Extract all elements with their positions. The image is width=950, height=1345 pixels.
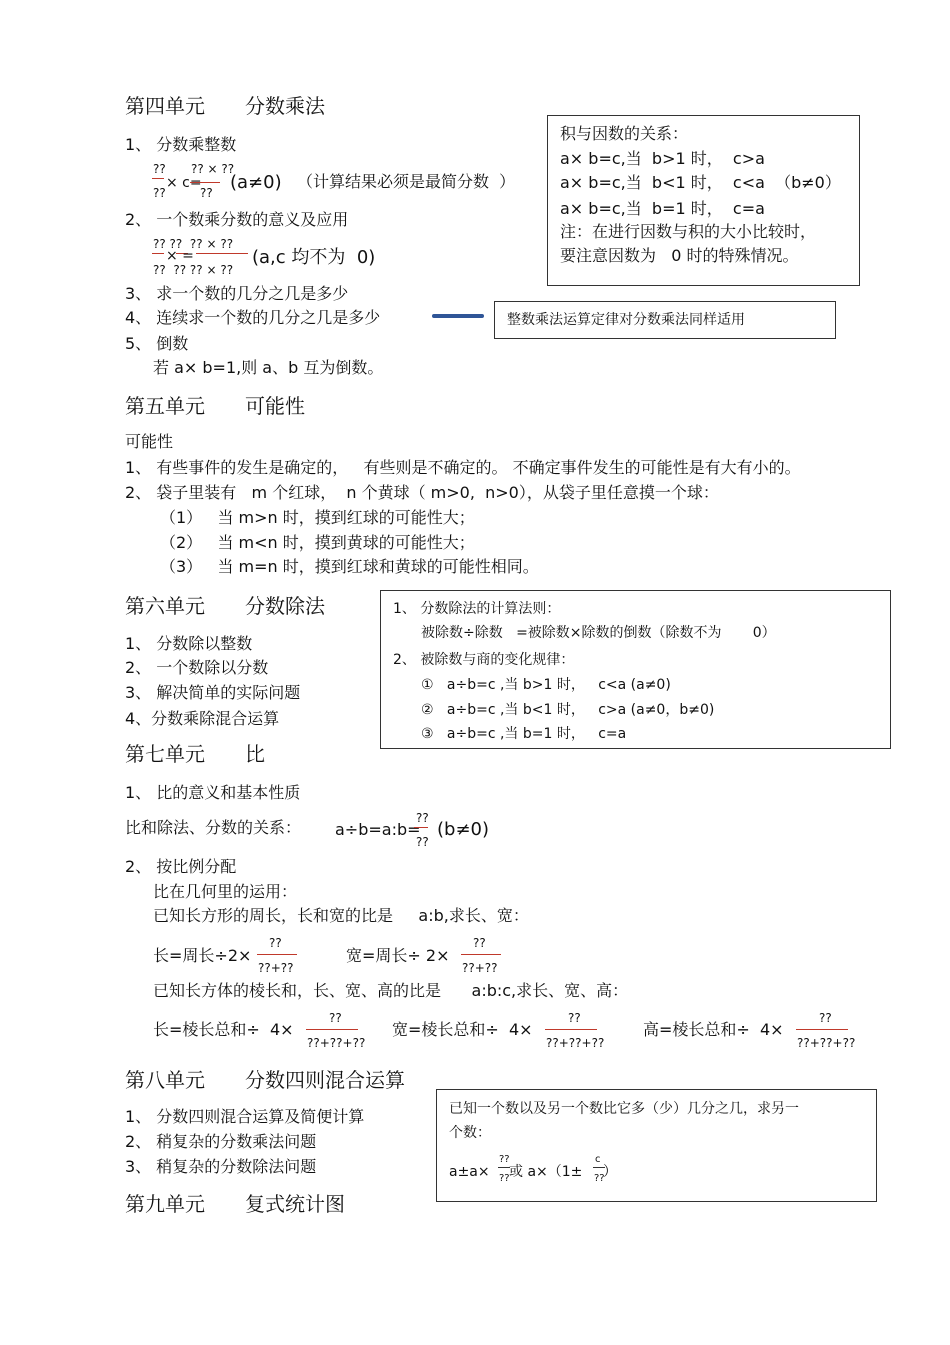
box-line: 2、 被除数与商的变化规律： [393,652,575,668]
box-expr: 或 a×（1± [509,1164,583,1180]
box-expr: a±a× [449,1164,490,1180]
unit8-item3: 3、 稍复杂的分数除法问题 [125,1157,317,1176]
box-line: 已知一个数以及另一个数比它多（少）几分之几，求另一 [449,1101,799,1117]
unit6-title: 第六单元 分数除法 [125,594,325,618]
cuboid-width-formula: 宽=棱长总和÷ 4× [392,1020,533,1039]
box-line: ① a÷b=c ,当 b>1 时， c<a (a≠0) [421,677,671,693]
ratio-denominator: ?? [416,835,429,849]
unit8-item2: 2、 稍复杂的分数乘法问题 [125,1132,317,1151]
unit5-case3: （3） 当 m=n 时，摸到红球和黄球的可能性相同。 [160,557,539,576]
box-text: 整数乘法运算定律对分数乘法同样适用 [507,312,745,328]
unit8-item1: 1、 分数四则混合运算及简便计算 [125,1107,365,1126]
fraction-bar [796,1029,848,1030]
fraction-denominator: ??+?? [462,961,498,975]
fraction-numerator: ?? [473,936,486,950]
box-line: 个数： [449,1125,491,1141]
unit9-title: 第九单元 复式统计图 [125,1192,345,1216]
fraction-numerator: ?? [329,1011,342,1025]
box-line: 积与因数的关系： [560,124,689,143]
formula-times: × c= [166,175,202,191]
fraction-bar [545,1029,597,1030]
reciprocal-definition: 若 a× b=1,则 a、b 互为倒数。 [153,358,384,377]
formula-result-numerator: ?? × ?? [191,162,235,176]
box-line: 1、 分数除法的计算法则： [393,601,561,617]
unit7-title: 第七单元 比 [125,742,265,766]
fraction-bar [306,1029,358,1030]
unit4-item2: 2、 一个数乘分数的意义及应用 [125,210,349,229]
fraction-bar [152,178,164,179]
rectangle-length-formula: 长=周长÷2× [153,946,252,965]
multiplication-laws-box [494,301,836,339]
ratio-relation-label: 比和除法、分数的关系： [125,818,302,837]
unit6-item3: 3、 解决简单的实际问题 [125,683,301,702]
unit4-item5: 5、 倒数 [125,334,189,353]
box-line: 注：在进行因数与积的大小比较时， [560,222,817,241]
fraction-denominator: ??+??+?? [546,1036,605,1050]
unit7-item2: 2、 按比例分配 [125,857,237,876]
fraction-bar [461,954,501,955]
fraction-numerator: ?? [499,1154,510,1165]
box-line: a× b=c,当 b=1 时， c=a [560,199,765,218]
ratio-relation-expr: a÷b=a:b= [335,820,421,839]
formula-condition: (a,c 均不为 0) [252,247,376,268]
box-line: a× b=c,当 b>1 时， c>a [560,149,765,168]
fraction-problem-box [436,1089,877,1202]
formula-condition: (a≠0) [230,172,282,193]
formula-numerators: ?? ?? ?? × ?? [153,237,234,251]
unit6-item1: 1、 分数除以整数 [125,634,253,653]
fraction-numerator: ?? [819,1011,832,1025]
box-expr: ） [603,1164,617,1180]
fraction-numerator: c [595,1154,601,1165]
fraction-denominator: ?? [594,1173,605,1184]
geometry-heading: 比在几何里的运用： [153,882,298,901]
rectangle-width-formula: 宽=周长÷ 2× [346,946,450,965]
unit5-case1: （1） 当 m>n 时，摸到红球的可能性大； [160,508,475,527]
fraction-bar [414,827,428,828]
unit6-item4: 4、分数乘除混合运算 [125,709,280,728]
ratio-condition: (b≠0) [437,819,490,840]
arrow-connector [432,314,484,318]
fraction-bar [190,182,220,183]
unit8-title: 第八单元 分数四则混合运算 [125,1068,405,1092]
cuboid-length-formula: 长=棱长总和÷ 4× [153,1020,294,1039]
box-line: 被除数÷除数 =被除数×除数的倒数（除数不为 0） [421,625,776,641]
product-factor-box [547,115,860,286]
fraction-denominator: ??+?? [258,961,294,975]
unit7-item1: 1、 比的意义和基本性质 [125,783,301,802]
box-line: ③ a÷b=c ,当 b=1 时， c=a [421,726,627,742]
fraction-denominator: ??+??+?? [307,1036,366,1050]
unit6-item2: 2、 一个数除以分数 [125,658,269,677]
unit4-title: 第四单元 分数乘法 [125,94,325,118]
formula-result-denominator: ?? [200,186,213,200]
division-rules-box [380,590,891,749]
fraction-denominator: ??+??+?? [797,1036,856,1050]
unit5-case2: （2） 当 m<n 时，摸到黄球的可能性大； [160,533,475,552]
box-line: 要注意因数为 0 时的特殊情况。 [560,246,799,265]
formula-a-numerator: ?? [153,162,166,176]
box-line: ② a÷b=c ,当 b<1 时， c>a (a≠0，b≠0) [421,702,715,718]
fraction-bar [257,954,297,955]
unit5-item1: 1、 有些事件的发生是确定的， 有些则是不确定的。 不确定事件发生的可能性是有大有小的。 [125,458,801,477]
fraction-bar [152,253,164,254]
unit4-item3: 3、 求一个数的几分之几是多少 [125,284,349,303]
formula-note: （计算结果必须是最简分数 ） [297,172,516,191]
formula-a-denominator: ?? [153,186,166,200]
box-line: a× b=c,当 b<1 时， c<a （b≠0） [560,173,841,192]
unit5-title: 第五单元 可能性 [125,394,305,418]
unit4-item1: 1、 分数乘整数 [125,135,237,154]
formula-denominators: ?? ?? ?? × ?? [153,263,234,277]
cuboid-height-formula: 高=棱长总和÷ 4× [643,1020,784,1039]
fraction-numerator: ?? [269,936,282,950]
cuboid-problem: 已知长方体的棱长和，长、宽、高的比是 a:b:c,求长、宽、高： [153,981,629,1000]
fraction-bar [196,253,248,254]
unit4-item4: 4、 连续求一个数的几分之几是多少 [125,308,381,327]
fraction-numerator: ?? [568,1011,581,1025]
ratio-numerator: ?? [416,811,429,825]
unit5-subtitle: 可能性 [125,432,174,451]
formula-operators: × = [166,248,194,264]
fraction-denominator: ?? [499,1173,510,1184]
unit5-item2: 2、 袋子里装有 m 个红球， n 个黄球（ m>0, n>0），从袋子里任意摸一个球： [125,483,719,502]
rectangle-problem: 已知长方形的周长，长和宽的比是 a:b,求长、宽： [153,906,529,925]
